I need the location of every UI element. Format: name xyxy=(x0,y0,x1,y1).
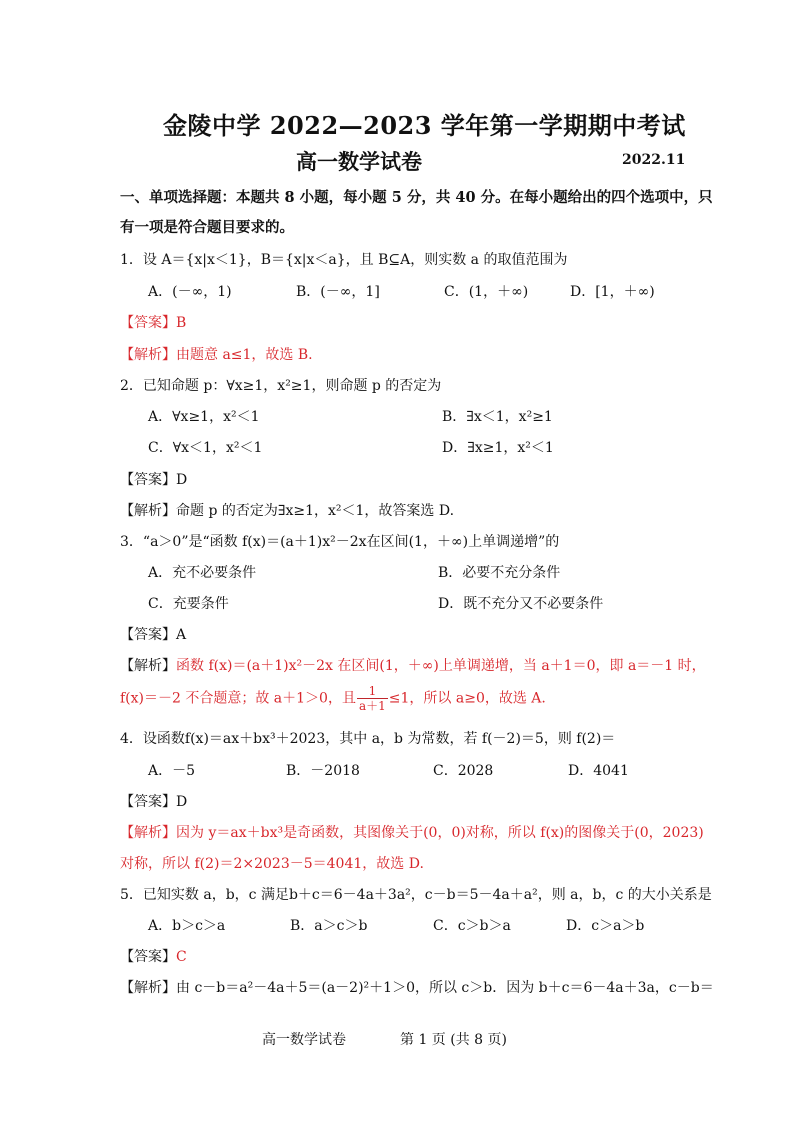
question-3-stem: 3．“a＞0”是“函数 f(x)＝(a＋1)x²－2x在区间(1，＋∞)上单调递增”的 xyxy=(120,534,560,550)
q1-answer: 【答案】B xyxy=(120,315,187,331)
section-heading-line2: 有一项是符合题目要求的。 xyxy=(120,219,294,236)
q5-option-c: C．c＞b＞a xyxy=(433,918,511,934)
q5-analysis-tag: 【解析】 xyxy=(120,980,176,996)
q1-option-a: A．(－∞，1) xyxy=(148,284,232,300)
q1-option-d: D．[1，＋∞) xyxy=(570,284,655,300)
q4-option-a: A．－5 xyxy=(148,763,196,779)
q5-analysis-text: 由 c－b＝a²－4a＋5＝(a－2)²＋1＞0，所以 c＞b．因为 b＋c＝6－4a＋3a，c－b＝ xyxy=(176,980,714,996)
q3-analysis-line2 xyxy=(120,684,546,713)
exam-date: 2022.11 xyxy=(622,152,686,168)
q3-analysis-text: 函数 f(x)＝(a＋1)x²－2x 在区间(1，＋∞)上单调递增，当 a＋1＝0，即 a＝－1 时， xyxy=(176,658,706,674)
q3-option-a: A．充不必要条件 xyxy=(148,565,257,581)
q2-option-b: B．∃x＜1，x²≥1 xyxy=(442,409,553,425)
q3-analysis-line1 xyxy=(120,655,706,675)
footer-page-number: 第 1 页 (共 8 页) xyxy=(400,1032,507,1048)
q4-answer: 【答案】D xyxy=(120,794,188,810)
q5-answer-tag: 【答案】 xyxy=(120,949,176,965)
q1-option-c: C．(1，＋∞) xyxy=(444,284,529,300)
question-1-stem: 1．设 A＝{x|x＜1}，B＝{x|x＜a}，且 B⊆A，则实数 a 的取值范围为 xyxy=(120,252,568,268)
q3-fraction-numerator: 1 xyxy=(357,684,388,699)
q1-analysis-text: 由题意 a≤1，故选 B. xyxy=(176,347,313,363)
exam-title: 金陵中学 2022—2023 学年第一学期期中考试 xyxy=(163,111,686,140)
q3-option-c: C．充要条件 xyxy=(148,596,229,612)
q2-answer: 【答案】D xyxy=(120,472,188,488)
q3-option-d: D．既不充分又不必要条件 xyxy=(438,596,604,612)
q2-option-a: A．∀x≥1，x²＜1 xyxy=(148,409,260,425)
q5-option-d: D．c＞a＞b xyxy=(566,918,645,934)
q2-analysis: 【解析】命题 p 的否定为∃x≥1，x²＜1，故答案选 D. xyxy=(120,503,455,519)
q2-option-c: C．∀x＜1，x²＜1 xyxy=(148,440,263,456)
q1-analysis xyxy=(120,344,313,364)
q4-option-b: B．－2018 xyxy=(286,763,360,779)
q1-analysis-tag: 【解析】 xyxy=(120,347,176,363)
question-4-stem: 4．设函数f(x)＝ax＋bx³＋2023，其中 a，b 为常数，若 f(－2)＝5，则 f(2)＝ xyxy=(120,731,616,747)
q5-option-b: B．a＞c＞b xyxy=(290,918,368,934)
q5-answer xyxy=(120,946,187,966)
q3-fraction xyxy=(357,684,388,713)
q5-option-a: A．b＞c＞a xyxy=(148,918,226,934)
q4-option-d: D．4041 xyxy=(568,763,629,779)
q3-analysis-line2-b: ≤1，所以 a≥0，故选 A. xyxy=(388,690,546,707)
q3-fraction-denominator: a＋1 xyxy=(358,699,386,713)
q5-analysis-line1 xyxy=(120,977,714,997)
q1-option-b: B．(－∞，1] xyxy=(296,284,380,300)
footer-title: 高一数学试卷 xyxy=(262,1032,346,1048)
exam-subtitle: 高一数学试卷 xyxy=(296,149,422,174)
question-2-stem: 2．已知命题 p：∀x≥1，x²≥1，则命题 p 的否定为 xyxy=(120,378,442,394)
q3-analysis-tag: 【解析】 xyxy=(120,658,176,674)
section-heading-line1: 一、单项选择题：本题共 8 小题，每小题 5 分，共 40 分。在每小题给出的四个选项中，只 xyxy=(120,189,713,206)
q3-analysis-line2-a: f(x)＝－2 不合题意；故 a＋1＞0，且 xyxy=(120,690,356,707)
q4-analysis-line1: 【解析】因为 y＝ax＋bx³是奇函数，其图像关于(0，0)对称，所以 f(x)的图像关于(0，2023) xyxy=(120,825,704,841)
q4-option-c: C．2028 xyxy=(433,763,494,779)
q2-option-d: D．∃x≥1，x²＜1 xyxy=(442,440,554,456)
question-5-stem: 5．已知实数 a，b，c 满足b＋c＝6－4a＋3a²，c－b＝5－4a＋a²，则 a，b，c 的大小关系是 xyxy=(120,887,712,903)
q4-analysis-line2: 对称，所以 f(2)＝2×2023－5＝4041，故选 D. xyxy=(120,856,424,872)
q3-option-b: B．必要不充分条件 xyxy=(438,565,561,581)
q3-answer: 【答案】A xyxy=(120,627,187,643)
q5-answer-value: C xyxy=(176,949,187,965)
